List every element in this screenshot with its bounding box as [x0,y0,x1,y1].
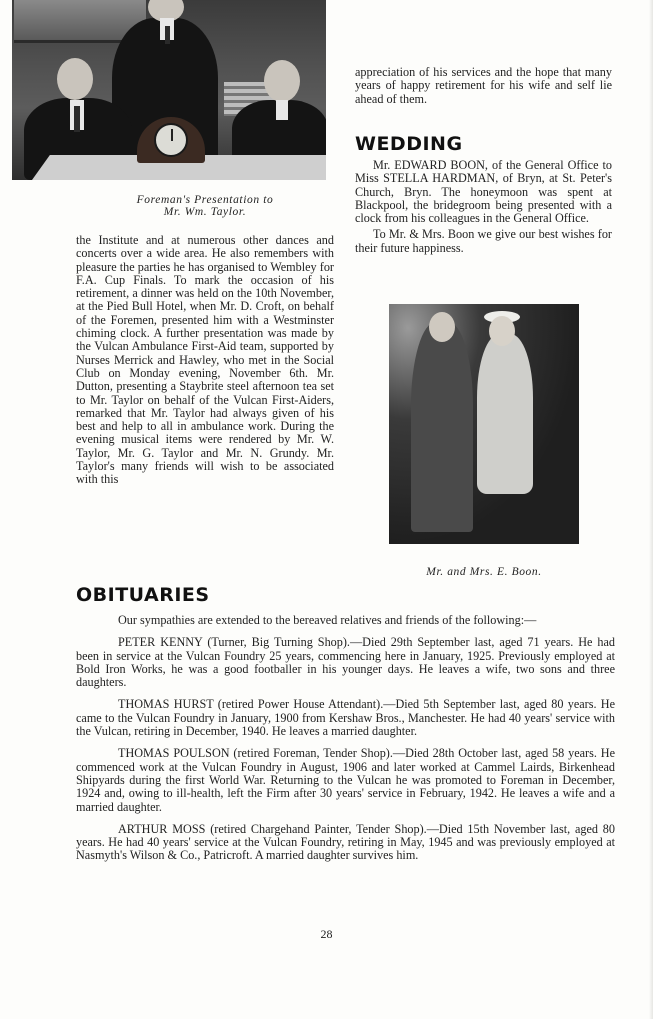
standing-man-tie [165,26,170,44]
wedding-caption: Mr. and Mrs. E. Boon. [426,566,542,578]
groom [411,322,473,532]
obituary-entry: ARTHUR MOSS (retired Chargehand Painter, Tender Shop).—Died 15th November last, aged 80 years. He had 40 years' service at the Vulcan Foundry, retiring in May, 1945 and was previously employed at Nasmyth's Wilson & Co., Patricroft. A married daughter survives him. [76,821,615,863]
left-seated-man-tie [74,106,80,132]
wedding-paragraph-1: Mr. EDWARD BOON, of the General Office to Miss STELLA HARDMAN, of Bryn, at St. Peter's Church, Bryn. The honeymoon was spent at Blackpool, the bridegroom being presented with a clock from his colleagues in the General Office. [355,158,612,226]
right-seated-man-shirt [276,100,288,120]
right-seated-man-head [264,60,300,102]
left-column [76,234,334,487]
wedding-section [355,159,612,255]
groom-head [429,312,455,342]
obituary-entry: THOMAS POULSON (retired Foreman, Tender Shop).—Died 28th October last, aged 58 years. He commenced work at the Vulcan Foundry in August, 1906 and later worked at Cammel Lairds, Birkenhead Shipyards during the first World War. Returning to the Vulcan he was promoted to Foreman in December, 1924 and, owing to ill-health, left the Firm after 30 years' service in February, 1942. He leaves a wife and a married daughter. [76,746,615,814]
page-edge [649,0,653,1019]
obituaries-heading: OBITUARIES [76,584,210,606]
presentation-photo [12,0,326,180]
page-number: 28 [320,927,333,941]
left-seated-man-head [57,58,93,100]
obituary-entry: PETER KENNY (Turner, Big Turning Shop).—Died 29th September last, aged 71 years. He had been in service at the Vulcan Foundry 25 years, commencing here in January, 1925. Previously employed at Bold Iron Works, he was a good footballer in his younger days. He leaves a wife, two sons and three daughters. [76,635,615,690]
caption-line-1: Foreman's Presentation to [136,194,274,206]
continuation-text: appreciation of his services and the hope that many years of happy retirement for his wife and self lie ahead of them. [355,65,612,106]
wedding-photo [389,304,579,544]
wedding-paragraph-2: To Mr. & Mrs. Boon we give our best wishes for their future happiness. [355,227,612,255]
obituaries-intro: Our sympathies are extended to the bereaved relatives and friends of the following:— [118,613,537,627]
right-column-continuation [355,66,612,106]
bride [477,334,533,494]
caption-line-2: Mr. Wm. Taylor. [163,206,247,218]
left-column-text: the Institute and at numerous other dances and concerts over a wide area. He also remembers with pleasure the parties he has organised to Wembley for F.A. Cup Finals. To mark the occasion of his retirement, a dinner was held on the 10th November, at the Pied Bull Hotel, when Mr. D. Croft, on behalf of the Foremen, presented him with a Westminster chiming clock. A further presentation was made by the Vulcan Ambulance First-Aid team, supported by Nurses Merrick and Hawley, who met in the Social Club on Monday evening, November 6th. Mr. Dutton, presenting a Staybrite steel afternoon tea set to Mr. Taylor on behalf of the Vulcan First-Aiders, remarked that Mr. Taylor had always given of his best and help to all in ambulance work. During the evening musical items were rendered by Mr. W. Taylor, Mr. G. Taylor and Mr. N. Grundy. Mr. Taylor's many friends will wish to be associated with this [76,233,334,487]
presentation-caption [100,194,310,218]
obituaries-section [76,614,615,872]
wedding-heading: WEDDING [355,133,463,155]
bride-head [489,316,515,346]
obituary-entry: THOMAS HURST (retired Power House Attendant).—Died 5th September last, aged 80 years. He came to the Vulcan Foundry in January, 1900 from Kershaw Bros., Manchester. He had 40 years' service with the Vulcan, retiring in December, 1940. He leaves a married daughter. [76,697,615,739]
